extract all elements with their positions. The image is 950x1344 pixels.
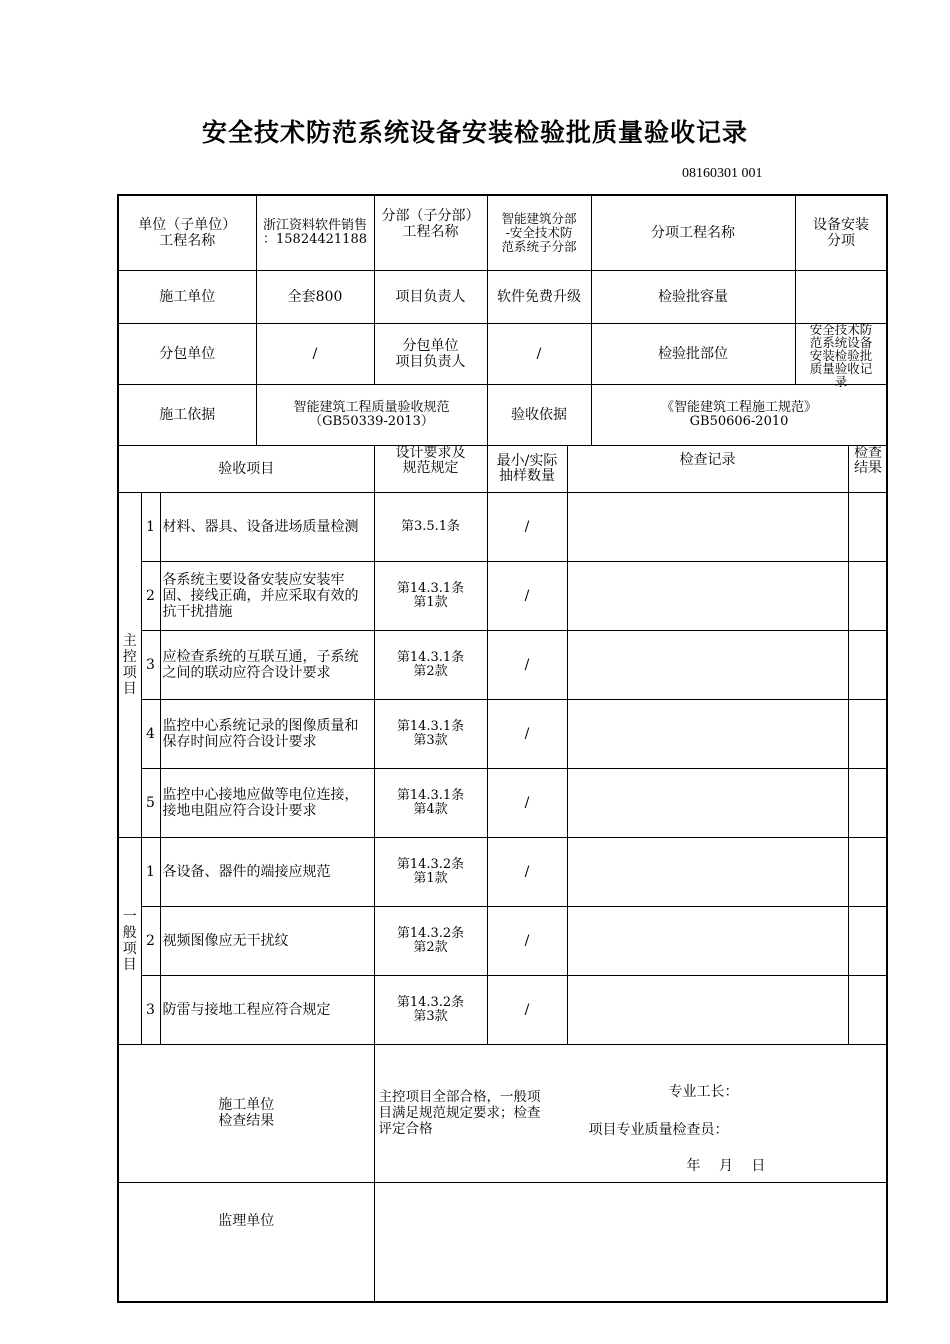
item-record: [567, 630, 848, 699]
item-number: 1: [141, 837, 160, 906]
item-clause: 第14.3.1条 第1款: [374, 561, 487, 630]
subitem-value: 设备安装 分项: [795, 195, 887, 270]
acceptance-basis-value: 《智能建筑工程施工规范》 GB50606-2010: [591, 384, 887, 445]
sub-pm-label: 分包单位 项目负责人: [374, 323, 487, 384]
subcontractor-value: /: [256, 323, 374, 384]
item-sample: /: [487, 699, 567, 768]
contractor-check-result: 主控项目全部合格，一般项 目满足规范规定要求；检查 评定合格: [378, 1088, 541, 1137]
unit-project-value: 浙江资料软件销售 ：15824421188: [256, 195, 374, 270]
batch-location-value: 安全技术防 范系统设备 安装检验批 质量验收记 录: [809, 321, 873, 389]
col-header-record: 检查记录: [567, 445, 848, 492]
item-clause: 第14.3.1条 第3款: [374, 699, 487, 768]
item-sample: /: [487, 561, 567, 630]
item-sample: /: [487, 906, 567, 975]
item-text: 视频图像应无干扰纹: [160, 906, 374, 975]
project-manager-value: 软件免费升级: [487, 270, 591, 323]
division-value: 智能建筑分部 -安全技术防 范系统子分部: [487, 195, 591, 270]
main-control-group: 主控项目: [118, 492, 141, 837]
general-group: 一般项目: [118, 837, 141, 1044]
batch-location-label: 检验批部位: [591, 323, 795, 384]
division-label: 分部（子分部） 工程名称: [374, 195, 487, 270]
project-manager-label: 项目负责人: [374, 270, 487, 323]
item-text: 应检查系统的互联互通，子系统之间的联动应符合设计要求: [160, 630, 374, 699]
item-result: [848, 492, 887, 561]
item-text: 防雷与接地工程应符合规定: [160, 975, 374, 1044]
inspection-form: [117, 194, 883, 1229]
item-record: [567, 492, 848, 561]
acceptance-basis-label: 验收依据: [487, 384, 591, 445]
item-record: [567, 561, 848, 630]
item-sample: /: [487, 975, 567, 1044]
col-header-sample: 最小/实际 抽样数量: [487, 445, 567, 492]
col-header-item: 验收项目: [118, 445, 374, 492]
item-result: [848, 630, 887, 699]
sub-pm-value: /: [487, 323, 591, 384]
unit-project-label: 单位（子单位） 工程名称: [118, 195, 256, 270]
item-text: 材料、器具、设备进场质量检测: [160, 492, 374, 561]
item-record: [567, 699, 848, 768]
supervisor-cell: [374, 1182, 887, 1302]
item-clause: 第14.3.1条 第4款: [374, 768, 487, 837]
item-result: [848, 768, 887, 837]
construction-basis-label: 施工依据: [118, 384, 256, 445]
item-text: 监控中心接地应做等电位连接，接地电阻应符合设计要求: [160, 768, 374, 837]
item-number: 1: [141, 492, 160, 561]
document-number: 08160301 001: [682, 166, 763, 181]
item-sample: /: [487, 492, 567, 561]
foreman-signature-label: 专业工长：: [668, 1083, 739, 1100]
item-record: [567, 906, 848, 975]
item-clause: 第3.5.1条: [374, 492, 487, 561]
contractor-check-label: 施工单位 检查结果: [118, 1044, 374, 1182]
item-number: 2: [141, 906, 160, 975]
item-sample: /: [487, 768, 567, 837]
item-clause: 第14.3.2条 第1款: [374, 837, 487, 906]
construction-basis-value: 智能建筑工程质量验收规范 （GB50339-2013）: [256, 384, 487, 445]
batch-capacity-value: [795, 270, 887, 323]
subitem-label: 分项工程名称: [591, 195, 795, 270]
item-number: 3: [141, 630, 160, 699]
item-result: [848, 906, 887, 975]
contractor-check-cell: [374, 1044, 887, 1182]
item-record: [567, 768, 848, 837]
form-table: [117, 194, 888, 1303]
item-clause: 第14.3.1条 第2款: [374, 630, 487, 699]
item-record: [567, 975, 848, 1044]
contractor-label: 施工单位: [118, 270, 256, 323]
supervisor-label: 监理单位: [118, 1182, 374, 1302]
item-number: 2: [141, 561, 160, 630]
item-result: [848, 975, 887, 1044]
item-result: [848, 699, 887, 768]
sign-date: 年 月 日: [686, 1157, 766, 1174]
subcontractor-label: 分包单位: [118, 323, 256, 384]
item-number: 4: [141, 699, 160, 768]
batch-capacity-label: 检验批容量: [591, 270, 795, 323]
item-clause: 第14.3.2条 第3款: [374, 975, 487, 1044]
item-number: 3: [141, 975, 160, 1044]
qc-inspector-signature-label: 项目专业质量检查员：: [588, 1121, 729, 1138]
item-record: [567, 837, 848, 906]
item-result: [848, 561, 887, 630]
item-text: 监控中心系统记录的图像质量和保存时间应符合设计要求: [160, 699, 374, 768]
item-result: [848, 837, 887, 906]
contractor-value: 全套800: [256, 270, 374, 323]
col-header-design: 设计要求及 规范规定: [374, 445, 487, 492]
item-sample: /: [487, 630, 567, 699]
col-header-result: 检查 结果: [848, 445, 887, 492]
item-sample: /: [487, 837, 567, 906]
page-title: 安全技术防范系统设备安装检验批质量验收记录: [201, 118, 748, 147]
item-text: 各系统主要设备安装应安装牢固、接线正确，并应采取有效的抗干扰措施: [160, 561, 374, 630]
item-text: 各设备、器件的端接应规范: [160, 837, 374, 906]
item-number: 5: [141, 768, 160, 837]
item-clause: 第14.3.2条 第2款: [374, 906, 487, 975]
